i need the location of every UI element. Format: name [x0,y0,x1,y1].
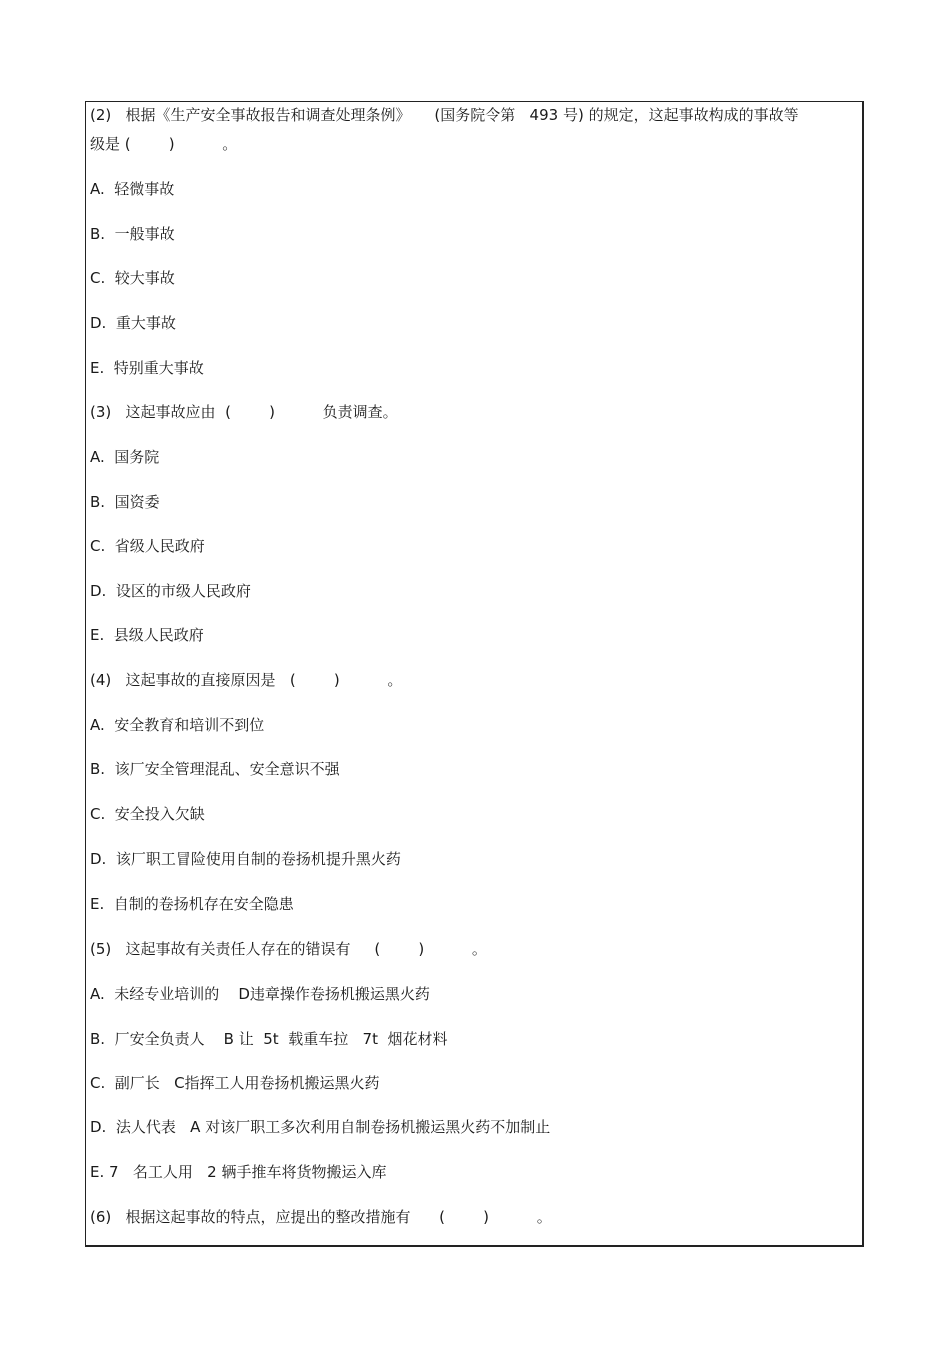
q4-option-e: E. 自制的卷扬机存在安全隐患 [90,895,294,913]
q3-option-e: E. 县级人民政府 [90,626,204,644]
q4-option-c: C. 安全投入欠缺 [90,805,205,823]
question-2-line-1: (2) 根据《生产安全事故报告和调查处理条例》 (国务院令第 493 号) 的规定，这起事故构成的事故等 [90,106,799,124]
q5-option-a: A. 未经专业培训的 D违章操作卷扬机搬运黑火药 [90,985,430,1003]
q2-option-c: C. 较大事故 [90,269,175,287]
q5-option-b: B. 厂安全负责人 B 让 5t 载重车拉 7t 烟花材料 [90,1030,448,1048]
q3-option-a: A. 国务院 [90,448,160,466]
q2-option-a: A. 轻微事故 [90,180,175,198]
q3-option-b: B. 国资委 [90,493,160,511]
question-6: (6) 根据这起事故的特点，应提出的整改措施有 ( ) 。 [90,1208,552,1226]
q5-option-e: E. 7 名工人用 2 辆手推车将货物搬运入库 [90,1163,387,1181]
q4-option-a: A. 安全教育和培训不到位 [90,716,265,734]
question-3: (3) 这起事故应由 ( ) 负责调查。 [90,403,398,421]
q4-option-d: D. 该厂职工冒险使用自制的卷扬机提升黑火药 [90,850,401,868]
question-5: (5) 这起事故有关责任人存在的错误有 ( ) 。 [90,940,487,958]
q4-option-b: B. 该厂安全管理混乱、安全意识不强 [90,760,340,778]
q2-option-b: B. 一般事故 [90,225,175,243]
q3-option-c: C. 省级人民政府 [90,537,205,555]
q3-option-d: D. 设区的市级人民政府 [90,582,251,600]
q2-option-d: D. 重大事故 [90,314,176,332]
q5-option-c: C. 副厂长 C指挥工人用卷扬机搬运黑火药 [90,1074,380,1092]
q5-option-d: D. 法人代表 A 对该厂职工多次利用自制卷扬机搬运黑火药不加制止 [90,1118,551,1136]
question-4: (4) 这起事故的直接原因是 ( ) 。 [90,671,403,689]
question-2-line-2: 级是 ( ) 。 [90,135,238,153]
q2-option-e: E. 特别重大事故 [90,359,204,377]
